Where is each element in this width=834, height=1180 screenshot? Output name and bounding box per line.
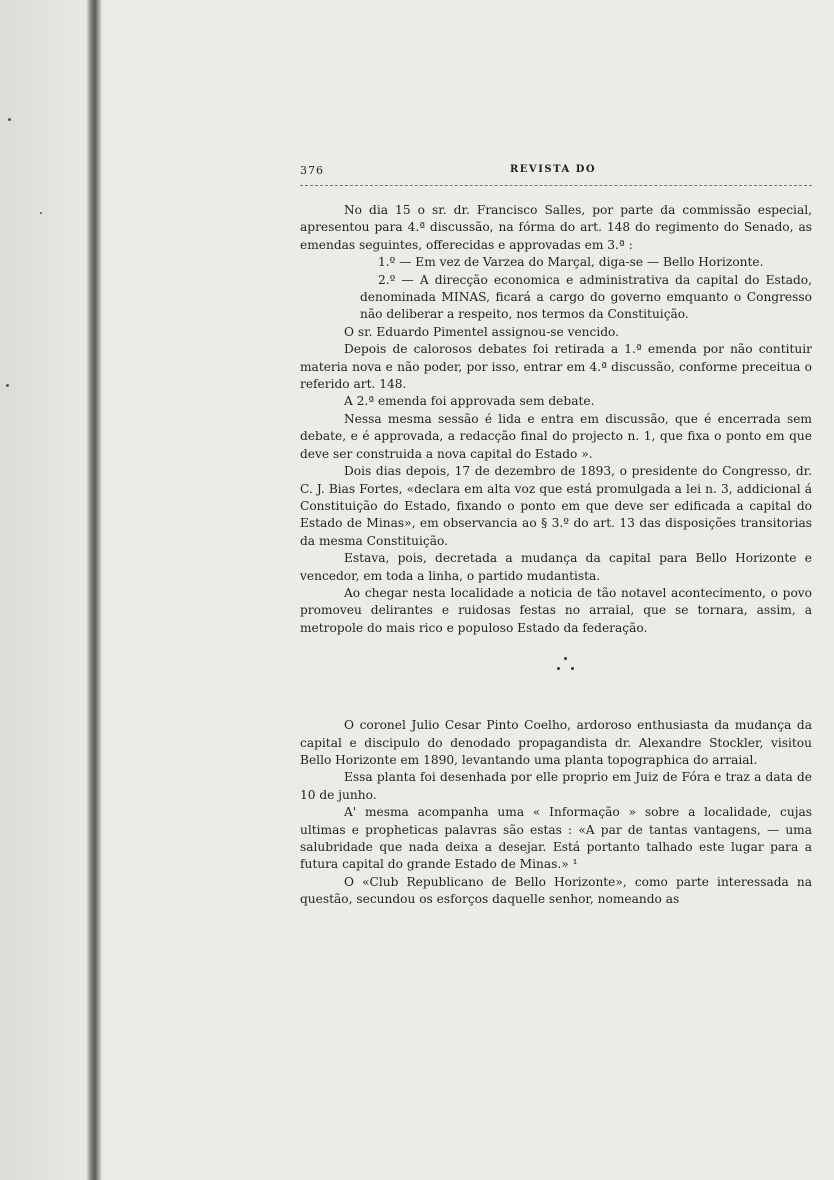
paragraph: O sr. Eduardo Pimentel assignou-se vencido. bbox=[344, 324, 620, 339]
paragraph: A' mesma acompanha uma « Informação » sobre a localidade, cujas ultimas e propheticas palavras são estas : «A par de tantas vantagens, — uma salubridade que nada deixa a desejar. Está portanto talhado este lugar para a futura capital do grande Estado de Minas.» ¹ bbox=[300, 805, 812, 872]
scan-speck bbox=[40, 212, 42, 214]
body-text bbox=[300, 202, 812, 909]
paragraph: Dois dias depois, 17 de dezembro de 1893, o presidente do Congresso, dr. C. J. Bias Fortes, «declara em alta voz que está promulgada a lei n. 3, addicional á Constituição do Estado, fixando o ponto em que deve ser edificada a capital do Estado de Minas», em observancia ao § 3.º do art. 13 das disposições transitorias da mesma Constituição. bbox=[300, 464, 812, 548]
paragraph: Estava, pois, decretada a mudança da capital para Bello Horizonte e vencedor, em toda a linha, o partido mudantista. bbox=[300, 551, 812, 583]
paragraph: Depois de calorosos debates foi retirada a 1.ª emenda por não contituir materia nova e não poder, por isso, entrar em 4.ª discussão, conforme preceitua o referido art. 148. bbox=[300, 342, 812, 392]
paragraph: Ao chegar nesta localidade a noticia de tão notavel acontecimento, o povo promoveu delirantes e ruidosas festas no arraial, que se tornara, assim, a metropole do mais rico e populoso Estado da federação. bbox=[300, 585, 812, 635]
paragraph: No dia 15 o sr. dr. Francisco Salles, por parte da commissão especial, apresentou para 4.ª discussão, na fórma do art. 148 do regimento do Senado, as emendas seguintes, offerecidas e approvadas em 3.ª : bbox=[300, 203, 812, 252]
paragraph-amendment-1: 1.º — Em vez de Varzea do Marçal, diga-se — Bello Horizonte. bbox=[378, 255, 764, 270]
paragraph: Nessa mesma sessão é lida e entra em discussão, que é encerrada sem debate, e é approvada, a redacção final do projecto n. 1, que fixa o ponto em que deve ser construida a nova capital do Estado ». bbox=[300, 411, 812, 461]
paragraph: A 2.ª emenda foi approvada sem debate. bbox=[344, 394, 595, 409]
document-page bbox=[300, 160, 820, 1160]
header-rule bbox=[300, 185, 812, 186]
running-head bbox=[300, 164, 820, 182]
gutter-shadow bbox=[86, 0, 102, 1180]
scan-speck bbox=[6, 384, 9, 387]
section-separator bbox=[300, 637, 812, 695]
page-number: 376 bbox=[300, 164, 324, 177]
scan-speck bbox=[8, 118, 11, 121]
separator-dot bbox=[557, 667, 560, 670]
paragraph-amendment-2: 2.º — A direcção economica e administrativa da capital do Estado, denominada MINAS, ficará a cargo do governo emquanto o Congresso não deliberar a respeito, nos termos da Constituição. bbox=[360, 272, 812, 322]
separator-dot bbox=[571, 667, 574, 670]
running-title: REVISTA DO bbox=[510, 164, 597, 175]
paragraph: O coronel Julio Cesar Pinto Coelho, ardoroso enthusiasta da mudança da capital e discipulo do denodado propagandista dr. Alexandre Stockler, visitou Bello Horizonte em 1890, levantando uma planta topographica do arraial. bbox=[300, 718, 812, 767]
paragraph: O «Club Republicano de Bello Horizonte», como parte interessada na questão, secundou os esforços daquelle senhor, nomeando as bbox=[300, 874, 812, 907]
separator-dot bbox=[564, 657, 567, 660]
paragraph: Essa planta foi desenhada por elle proprio em Juiz de Fóra e traz a data de 10 de junho. bbox=[300, 770, 812, 802]
